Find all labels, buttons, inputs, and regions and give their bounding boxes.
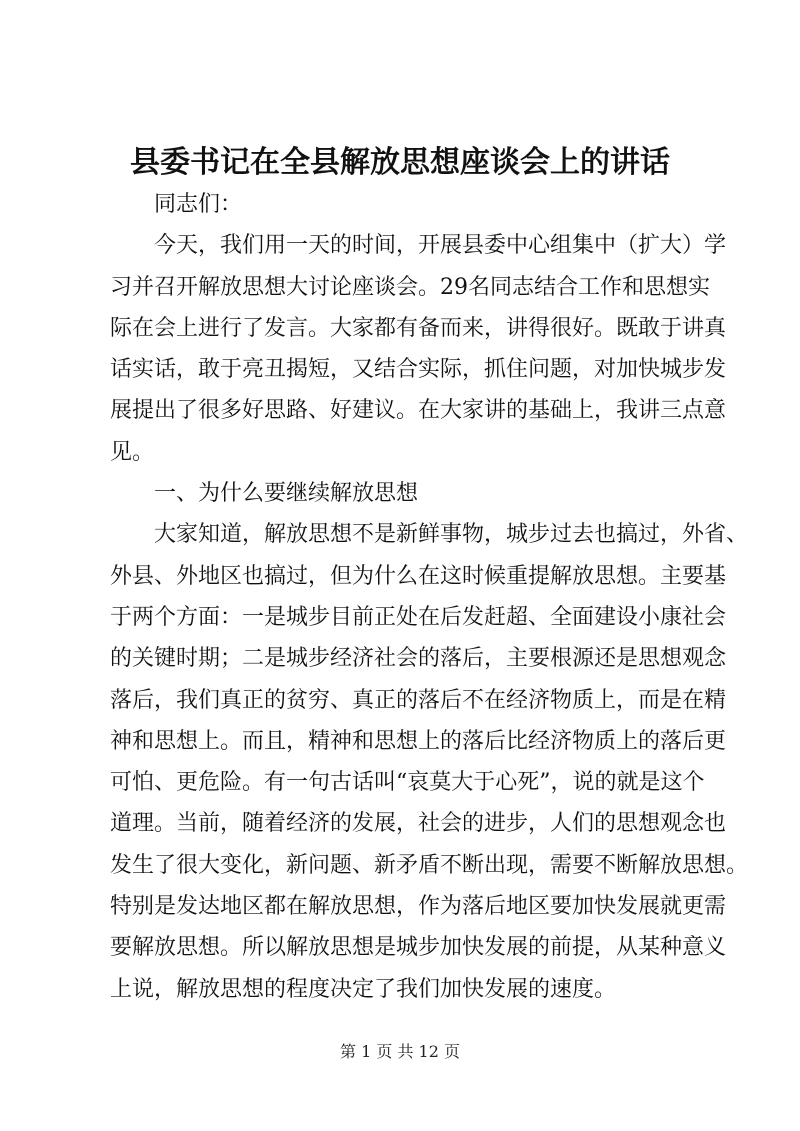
paragraph-1-line: 习并召开解放思想大讨论座谈会。29名同志结合工作和思想实 xyxy=(110,274,710,300)
paragraph-2-line: 发生了很大变化，新问题、新矛盾不断出现，需要不断解放思想。 xyxy=(110,852,749,878)
paragraph-2-line: 上说，解放思想的程度决定了我们加快发展的速度。 xyxy=(110,976,617,1002)
paragraph-1-line: 展提出了很多好思路、好建议。在大家讲的基础上，我讲三点意 xyxy=(110,398,727,424)
paragraph-1-line: 话实话，敢于亮丑揭短，又结合实际，抓住问题，对加快城步发 xyxy=(110,357,727,383)
paragraph-2-line: 落后，我们真正的贫穷、真正的落后不在经济物质上，而是在精 xyxy=(110,687,727,713)
salutation: 同志们： xyxy=(154,192,243,217)
paragraph-2-line: 要解放思想。所以解放思想是城步加快发展的前提，从某种意义 xyxy=(110,935,727,961)
paragraph-2-line: 外县、外地区也搞过，但为什么在这时候重提解放思想。主要基 xyxy=(110,563,727,589)
section-heading: 一、为什么要继续解放思想 xyxy=(154,481,419,507)
paragraph-2-line: 的关键时期；二是城步经济社会的落后，主要根源还是思想观念 xyxy=(110,646,727,672)
page-number-footer: 第 1 页 共 12 页 xyxy=(340,1042,460,1061)
paragraph-2-line: 特别是发达地区都在解放思想，作为落后地区要加快发展就更需 xyxy=(110,894,727,920)
paragraph-2-line: 于两个方面：一是城步目前正处在后发赶超、全面建设小康社会 xyxy=(110,604,727,630)
paragraph-2-line: 大家知道，解放思想不是新鲜事物，城步过去也搞过，外省、 xyxy=(154,522,749,548)
paragraph-1-line: 际在会上进行了发言。大家都有备而来，讲得很好。既敢于讲真 xyxy=(110,315,727,341)
document-body xyxy=(110,184,749,1010)
document-title: 县委书记在全县解放思想座谈会上的讲话 xyxy=(130,145,670,180)
paragraph-2-line: 道理。当前，随着经济的发展，社会的进步，人们的思想观念也 xyxy=(110,811,727,837)
paragraph-1-line: 今天，我们用一天的时间，开展县委中心组集中（扩大）学 xyxy=(154,233,727,259)
paragraph-1-line: 见。 xyxy=(110,439,155,465)
paragraph-2-line: 神和思想上。而且，精神和思想上的落后比经济物质上的落后更 xyxy=(110,728,727,754)
paragraph-2-line: 可怕、更危险。有一句古话叫“哀莫大于心死”，说的就是这个 xyxy=(110,770,705,796)
